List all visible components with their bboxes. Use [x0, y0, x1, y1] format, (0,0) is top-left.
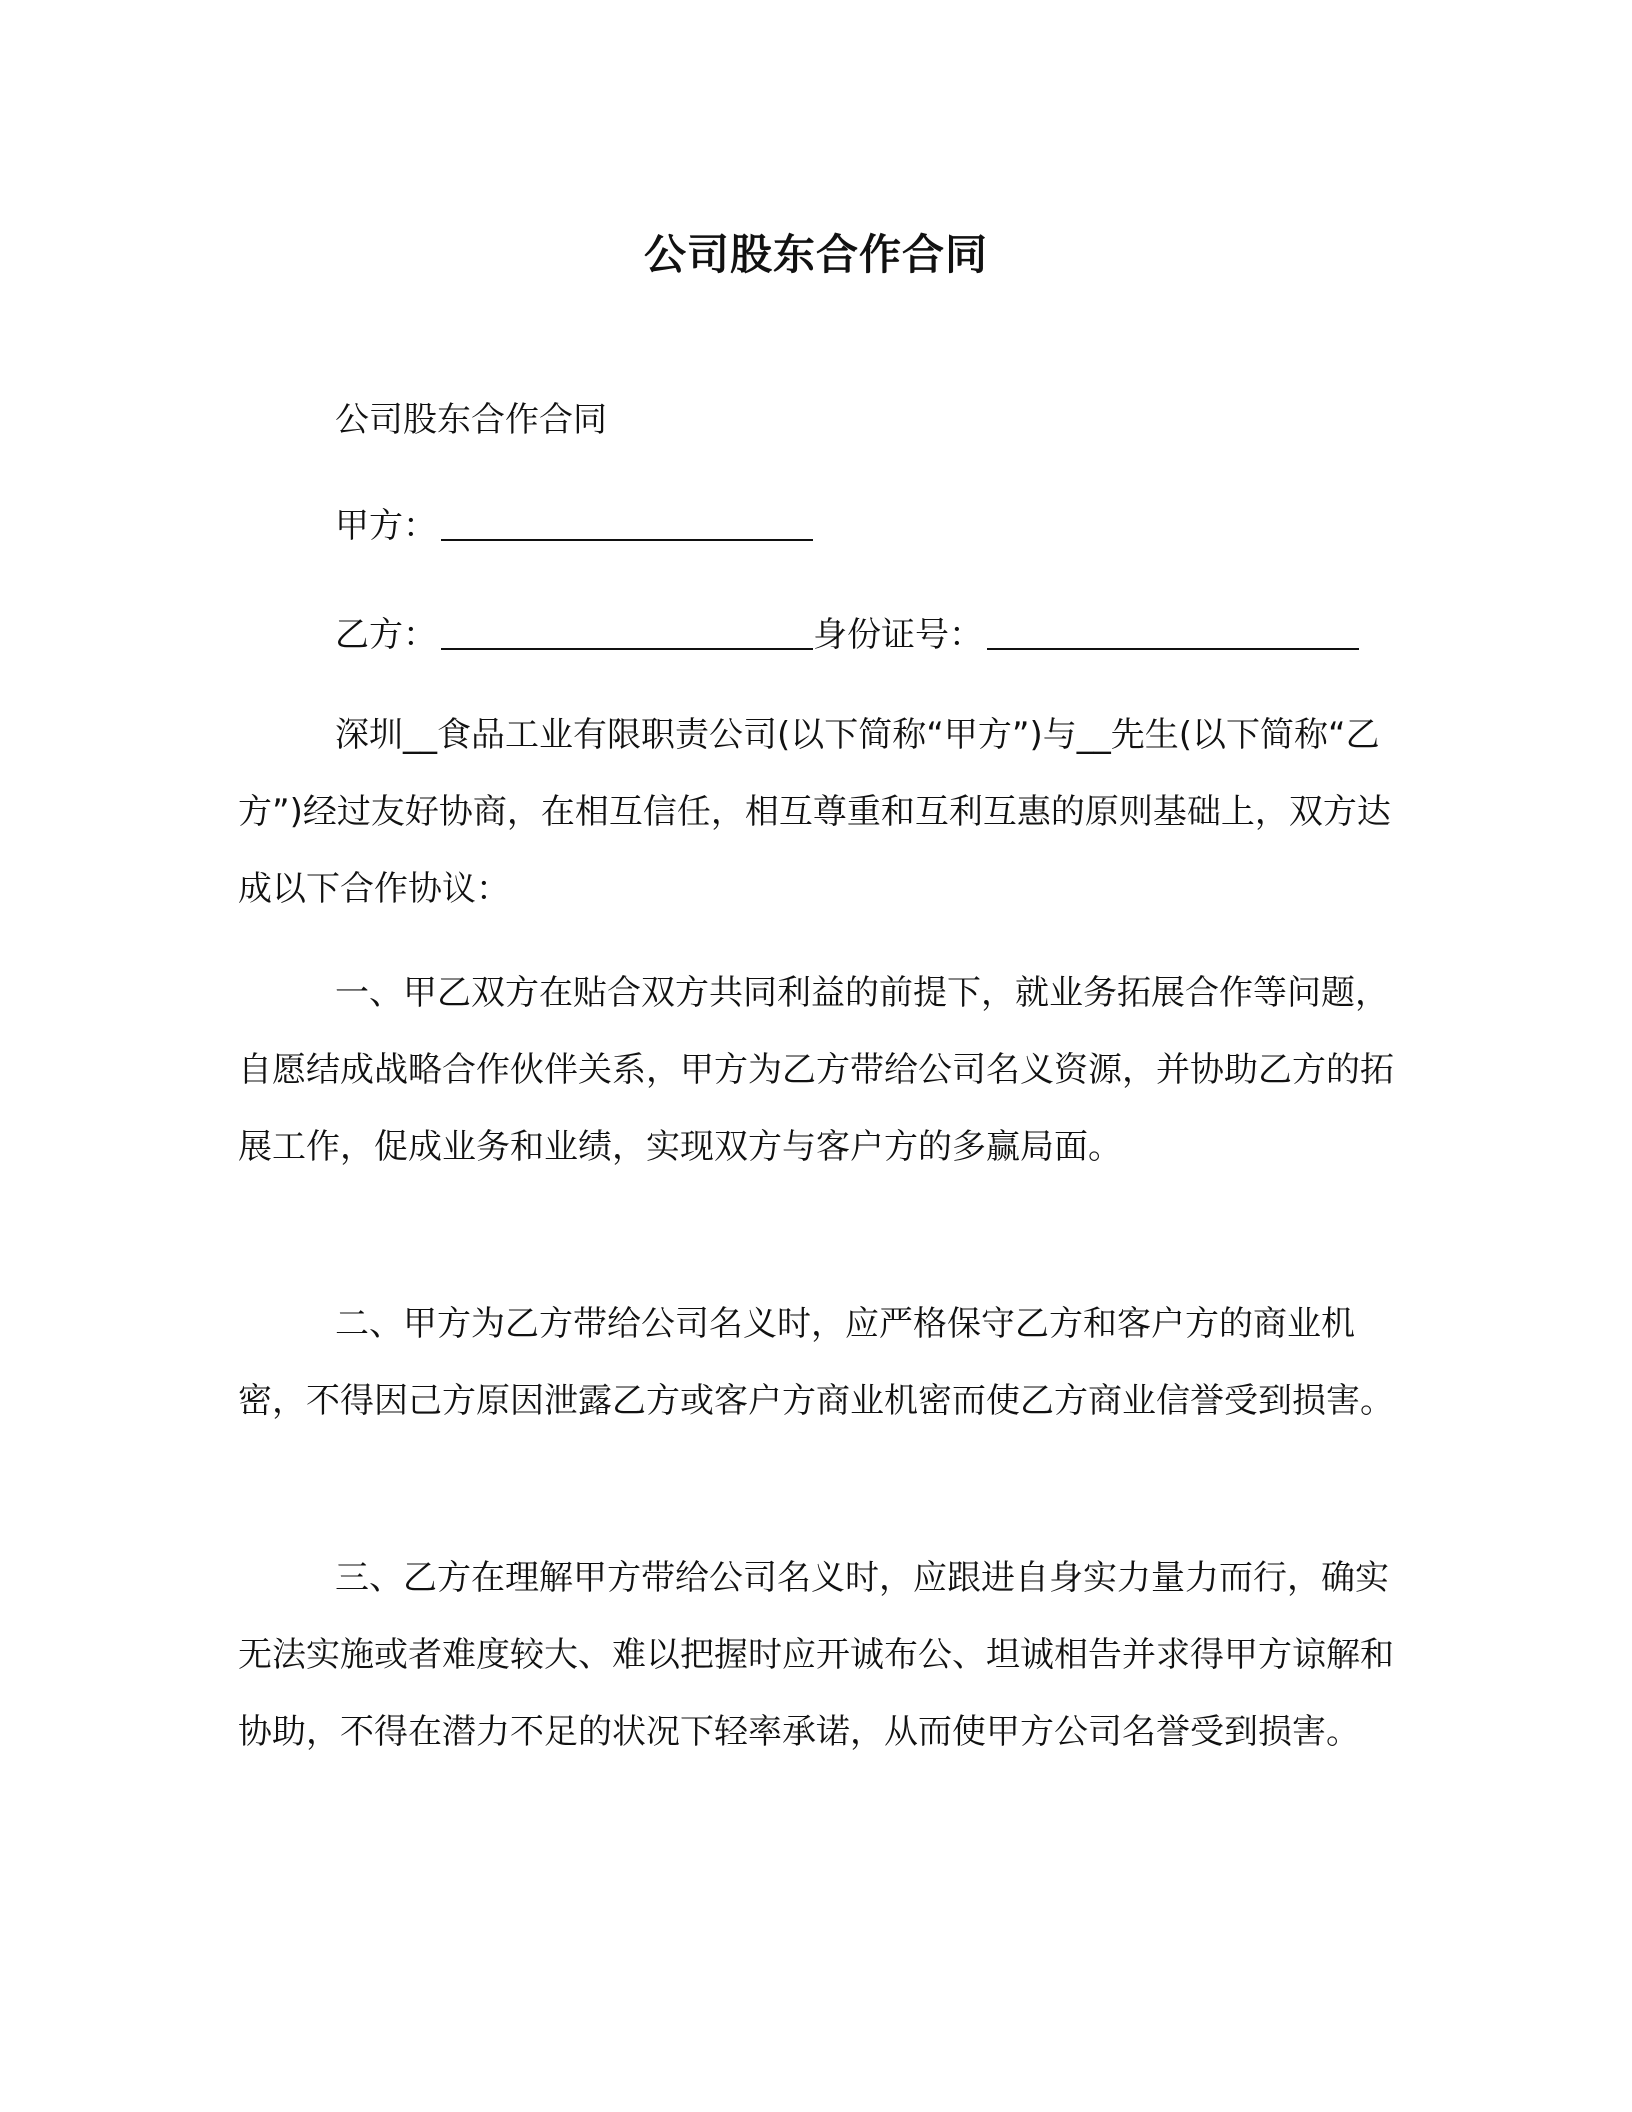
party-a-line — [335, 506, 813, 546]
clause-3: 三、乙方在理解甲方带给公司名义时，应跟进自身实力量力而行，确实无法实施或者难度较大、难以把握时应开诚布公、坦诚相告并求得甲方谅解和协助，不得在潜力不足的状况下轻率承诺，从而使甲方公司名誉受到损害。 — [238, 1558, 1394, 1752]
document-title: 公司股东合作合同 — [643, 230, 988, 279]
clause-2: 二、甲方为乙方带给公司名义时，应严格保守乙方和客户方的商业机密，不得因己方原因泄露乙方或客户方商业机密而使乙方商业信誉受到损害。 — [238, 1304, 1394, 1421]
party-a-blank — [441, 509, 813, 541]
party-b-blank — [441, 618, 813, 650]
party-b-label: 乙方： — [335, 615, 437, 655]
id-number-label: 身份证号： — [813, 615, 983, 655]
id-number-blank — [987, 618, 1359, 650]
document-subtitle: 公司股东合作合同 — [335, 400, 607, 440]
clause-1: 一、甲乙双方在贴合双方共同利益的前提下，就业务拓展合作等问题，自愿结成战略合作伙伴关系，甲方为乙方带给公司名义资源，并协助乙方的拓展工作，促成业务和业绩，实现双方与客户方的多赢局面。 — [238, 973, 1394, 1167]
party-a-label: 甲方： — [335, 506, 437, 546]
intro-paragraph: 深圳__食品工业有限职责公司(以下简称“甲方”)与__先生(以下简称“乙方”)经过友好协商，在相互信任，相互尊重和互利互惠的原则基础上，双方达成以下合作协议： — [238, 715, 1391, 909]
party-b-line — [335, 615, 1359, 655]
